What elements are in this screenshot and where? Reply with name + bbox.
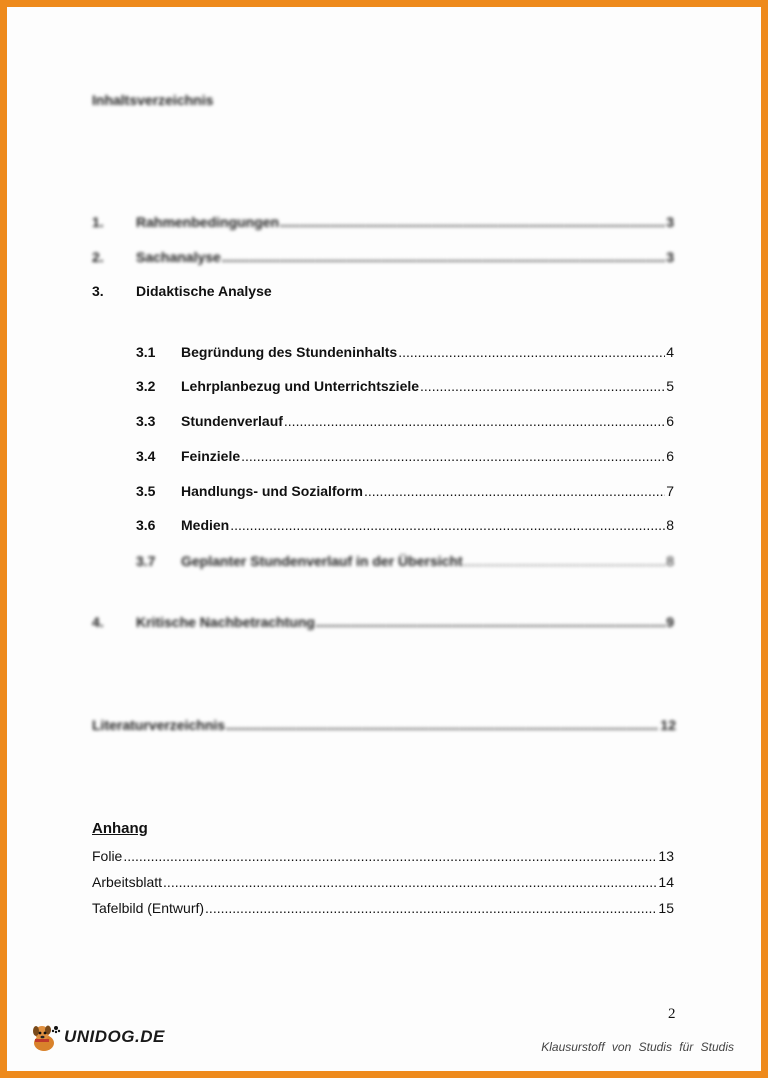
toc-entry-3 — [92, 282, 674, 300]
toc-title: Arbeitsblatt — [92, 874, 163, 890]
toc-leader — [464, 552, 666, 570]
toc-title: Feinziele — [181, 448, 241, 464]
toc-page: 7 — [666, 483, 674, 499]
toc-entry-3-3 — [136, 412, 674, 430]
toc-entry-3-2 — [136, 377, 674, 395]
toc-page: 4 — [666, 344, 674, 360]
toc-title: Tafelbild (Entwurf) — [92, 900, 205, 916]
toc-leader — [280, 213, 665, 231]
appendix-heading: Anhang — [92, 820, 148, 837]
toc-entry-2 — [92, 248, 674, 266]
toc-number: 4. — [92, 614, 104, 630]
toc-leader — [123, 847, 657, 865]
toc-title: Literaturverzeichnis — [92, 717, 226, 733]
appendix-entry-folie — [92, 847, 674, 865]
toc-page: 8 — [666, 517, 674, 533]
toc-title: Sachanalyse — [136, 249, 221, 265]
toc-page: 15 — [658, 900, 674, 916]
appendix-entry-arbeitsblatt — [92, 873, 674, 891]
toc-page: 8 — [666, 553, 674, 569]
toc-leader — [364, 482, 665, 500]
toc-number: 3.3 — [136, 413, 156, 429]
toc-entry-literature — [92, 716, 676, 734]
toc-title: Lehrplanbezug und Unterrichtsziele — [181, 378, 420, 394]
toc-title: Stundenverlauf — [181, 413, 283, 429]
logo-text: UNIDOG.DE — [64, 1027, 165, 1046]
dog-mascot-icon — [30, 1022, 62, 1052]
toc-page: 12 — [660, 717, 676, 733]
toc-number: 3.7 — [136, 553, 156, 569]
toc-entry-3-1 — [136, 343, 674, 361]
toc-number: 1. — [92, 214, 104, 230]
toc-heading: Inhaltsverzeichnis — [92, 92, 214, 108]
toc-leader — [241, 447, 665, 465]
toc-page: 3 — [666, 249, 674, 265]
toc-number: 3.2 — [136, 378, 156, 394]
toc-page: 3 — [666, 214, 674, 230]
toc-leader — [222, 248, 665, 266]
toc-page: 5 — [666, 378, 674, 394]
toc-entry-1 — [92, 213, 674, 231]
toc-entry-3-4 — [136, 447, 674, 465]
toc-leader — [284, 412, 665, 430]
toc-title: Folie — [92, 848, 123, 864]
toc-page: 6 — [666, 448, 674, 464]
toc-leader — [163, 873, 657, 891]
toc-title: Medien — [181, 517, 230, 533]
page-number: 2 — [668, 1006, 676, 1022]
toc-page: 6 — [666, 413, 674, 429]
toc-entry-4 — [92, 613, 674, 631]
unidog-logo[interactable] — [30, 1022, 165, 1052]
toc-title: Rahmenbedingungen — [136, 214, 280, 230]
toc-title: Handlungs- und Sozialform — [181, 483, 363, 499]
toc-leader — [226, 716, 659, 734]
toc-number: 3.6 — [136, 517, 156, 533]
toc-number: 2. — [92, 249, 104, 265]
toc-page: 9 — [666, 614, 674, 630]
toc-title: Geplanter Stundenverlauf in der Übersicht — [181, 553, 463, 569]
toc-page: 14 — [658, 874, 674, 890]
toc-title: Begründung des Stundeninhalts — [181, 344, 398, 360]
toc-title: Kritische Nachbetrachtung — [136, 614, 315, 630]
toc-number: 3. — [92, 283, 104, 299]
toc-title: Didaktische Analyse — [136, 283, 272, 299]
toc-leader — [230, 516, 665, 534]
toc-entry-3-5 — [136, 482, 674, 500]
toc-leader — [316, 613, 665, 631]
footer-tagline: Klausurstoff von Studis für Studis — [541, 1040, 734, 1054]
toc-number: 3.5 — [136, 483, 156, 499]
toc-number: 3.4 — [136, 448, 156, 464]
toc-leader — [420, 377, 665, 395]
appendix-entry-tafelbild — [92, 899, 674, 917]
toc-leader — [398, 343, 665, 361]
toc-entry-3-7 — [136, 552, 674, 570]
toc-number: 3.1 — [136, 344, 156, 360]
toc-page: 13 — [658, 848, 674, 864]
toc-entry-3-6 — [136, 516, 674, 534]
toc-leader — [205, 899, 657, 917]
